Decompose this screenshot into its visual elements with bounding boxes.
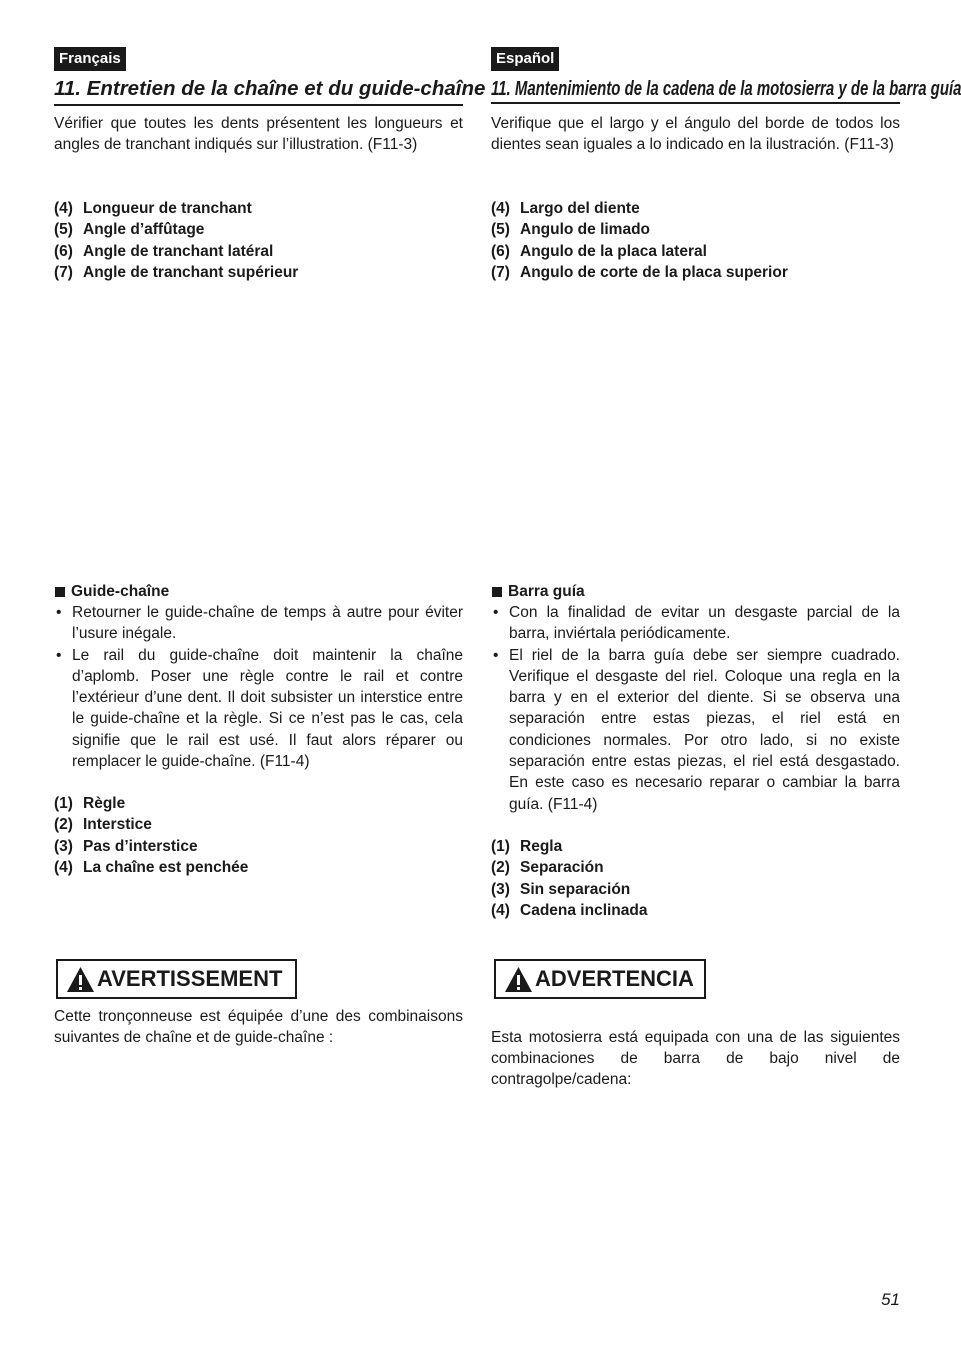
list-item: (6) Angulo de la placa lateral [491,242,707,260]
language-tag-french: Français [54,47,126,71]
list-item: (7) Angle de tranchant supérieur [54,263,299,281]
guide-heading-spanish: Barra guía [491,581,900,602]
list-item: (3) Pas d’interstice [54,837,198,855]
warning-text-spanish-block [491,1027,900,1090]
intro-french: Vérifier que toutes les dents présentent les longueurs et angles de tranchant indiqués sur l’illustration. (F11-3) [54,115,463,153]
page-number: 51 [881,1290,900,1309]
list-item: (4) Largo del diente [491,200,640,217]
language-tag-spanish: Español [491,47,559,71]
square-bullet-icon [55,587,65,597]
list-item: (1) Règle [54,795,126,812]
warning-text-spanish: Esta motosierra está equipada con una de las siguientes combinaciones de barra de bajo nivel de contragolpe/cadena: [491,1029,900,1088]
list-item: (4) Cadena inclinada [491,901,648,919]
list-item: (4) Longueur de tranchant [54,200,252,217]
intro-spanish-block [491,113,900,155]
list-item: (1) Regla [491,838,563,855]
list-item: (4) La chaîne est penchée [54,858,249,876]
labels-f11-4-spanish [491,836,900,921]
list-item: • Con la finalidad de evitar un desgaste parcial de la barra, inviértala periódicamente. [493,604,900,643]
square-bullet-icon [492,587,502,597]
warning-label-spanish: ADVERTENCIA [535,966,694,991]
list-item: (3) Sin separación [491,880,631,898]
labels-f11-3-spanish [491,198,900,283]
list-item: • El riel de la barra guía debe ser siempre cuadrado. Verifique el desgaste del riel. Coloque una regla en la barra y en el exterior del diente. Si se observa una separación entre estas piezas, el riel está en condiciones normales. Por otro lado, si no existe separación entre estas piezas, el riel está desgastado. En este caso es necesario reparar o cambiar la barra guía. (F11-4) [493,646,900,813]
warning-box-french [56,959,297,999]
list-item: (5) Angle d’affûtage [54,221,205,239]
guide-section-spanish [491,581,900,815]
section-title-spanish: 11. Mantenimiento de la cadena de la motosierra y de la barra guía [491,77,961,100]
labels-f11-3-french [54,198,463,283]
warning-box-spanish [494,959,706,999]
warning-triangle-icon [504,966,533,993]
list-item: (2) Separación [491,859,604,877]
warning-label-french: AVERTISSEMENT [97,966,283,991]
list-item: • Le rail du guide-chaîne doit maintenir la chaîne d’aplomb. Poser une règle contre le rail et contre l’extérieur d’une dent. Il doit subsister un interstice entre le guide-chaîne et la règle. Si ce n’est pas le cas, cela signifie que le rail est usé. Il faut alors réparer ou remplacer le guide-chaîne. (F11-4) [56,646,463,771]
warning-text-french-block [54,1006,463,1048]
list-item: (5) Angulo de limado [491,221,651,239]
warning-text-french: Cette tronçonneuse est équipée d’une des combinaisons suivantes de chaîne et de guide-chaîne : [54,1008,463,1046]
guide-heading-french: Guide-chaîne [54,581,463,602]
list-item: (6) Angle de tranchant latéral [54,242,274,260]
list-item: (2) Interstice [54,816,152,834]
title-rule-spanish [491,102,900,104]
list-item: • Retourner le guide-chaîne de temps à autre pour éviter l’usure inégale. [56,604,463,643]
intro-french-block [54,113,463,155]
warning-triangle-icon [66,966,95,993]
intro-spanish: Verifique que el largo y el ángulo del borde de todos los dientes sean iguales a lo indicado en la ilustración. (F11-3) [491,115,900,153]
section-title-french: 11. Entretien de la chaîne et du guide-chaîne [54,75,463,106]
labels-f11-4-french [54,793,463,878]
list-item: (7) Angulo de corte de la placa superior [491,263,788,281]
guide-section-french [54,581,463,772]
